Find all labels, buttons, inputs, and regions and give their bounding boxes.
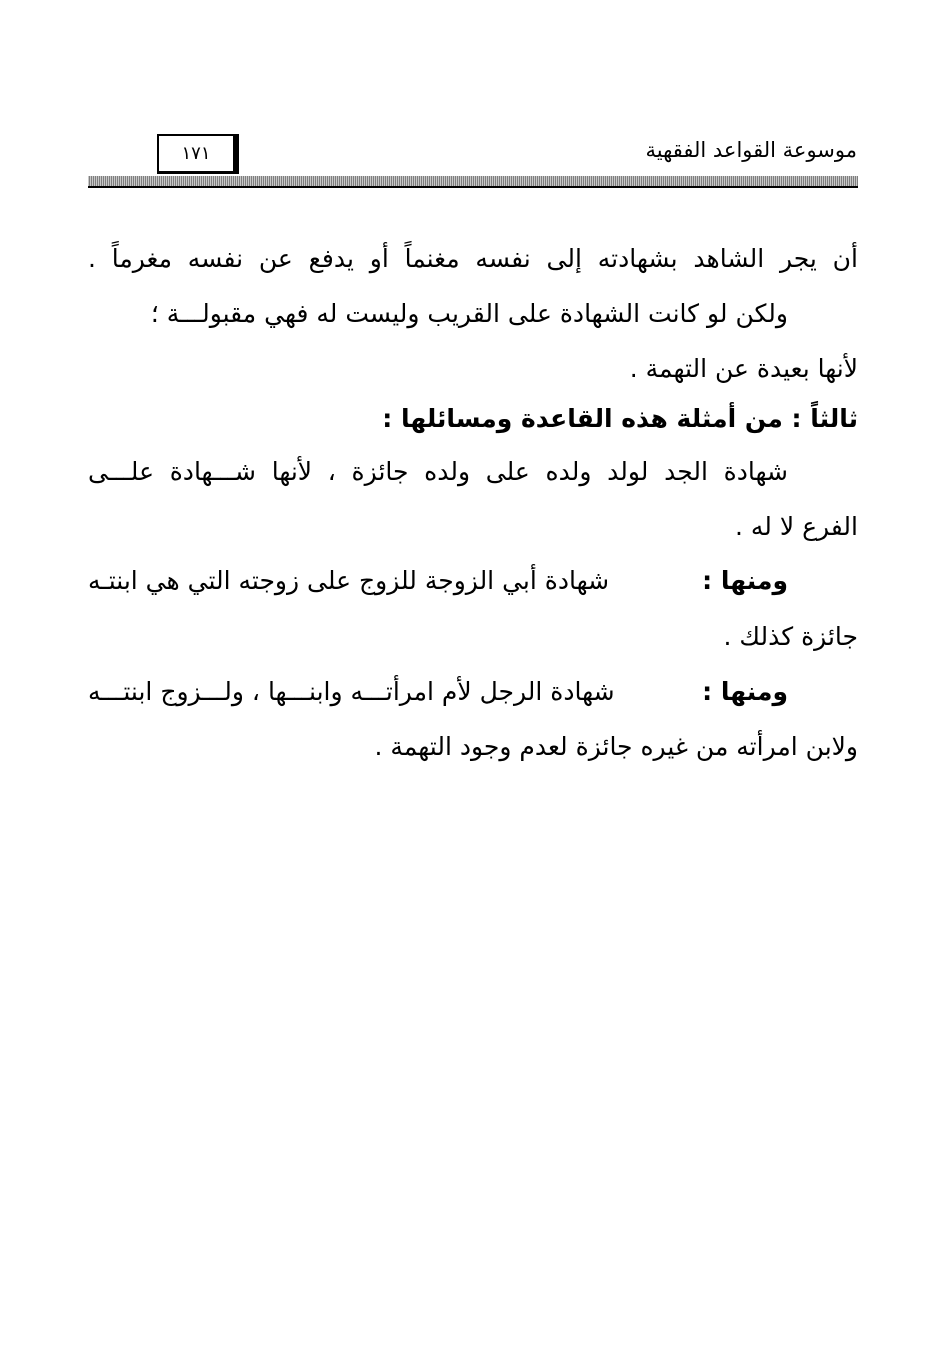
section-heading: ثالثاً : من أمثلة هذه القاعدة ومسائلها : bbox=[382, 404, 858, 433]
page-number-text: ١٧١ bbox=[181, 143, 211, 164]
header-rule bbox=[88, 176, 858, 188]
text-line-10: ولابن امرأته من غيره جائزة لعدم وجود التهمة . bbox=[374, 732, 858, 761]
running-header-title: موسوعة القواعد الفقهية bbox=[645, 138, 857, 162]
text-line-6: الفرع لا له . bbox=[735, 512, 858, 541]
text-line-2: ولكن لو كانت الشهادة على القريب وليست له فهي مقبولـــة ؛ bbox=[150, 299, 788, 328]
lead-word: ومنها : bbox=[702, 566, 788, 595]
example-text-1: شهادة أبي الزوجة للزوج على زوجته التي هي ابنتـه bbox=[88, 566, 610, 595]
text-line-5: شهادة الجد لولد ولده على ولده جائزة ، لأنها شـــهادة علـــى bbox=[88, 457, 788, 486]
text-line-3: لأنها بعيدة عن التهمة . bbox=[629, 354, 858, 383]
text-line-8: جائزة كذلك . bbox=[723, 622, 858, 651]
example-line-1 bbox=[88, 564, 788, 598]
text-line-1: أن يجر الشاهد بشهادته إلى نفسه مغنماً أو يدفع عن نفسه مغرماً . bbox=[88, 244, 858, 273]
example-text-2: شهادة الرجل لأم امرأتـــه وابنـــها ، ولـــزوج ابنتـــه bbox=[88, 677, 615, 706]
page-number bbox=[157, 134, 239, 174]
example-line-2 bbox=[88, 675, 788, 709]
lead-word: ومنها : bbox=[702, 677, 788, 706]
